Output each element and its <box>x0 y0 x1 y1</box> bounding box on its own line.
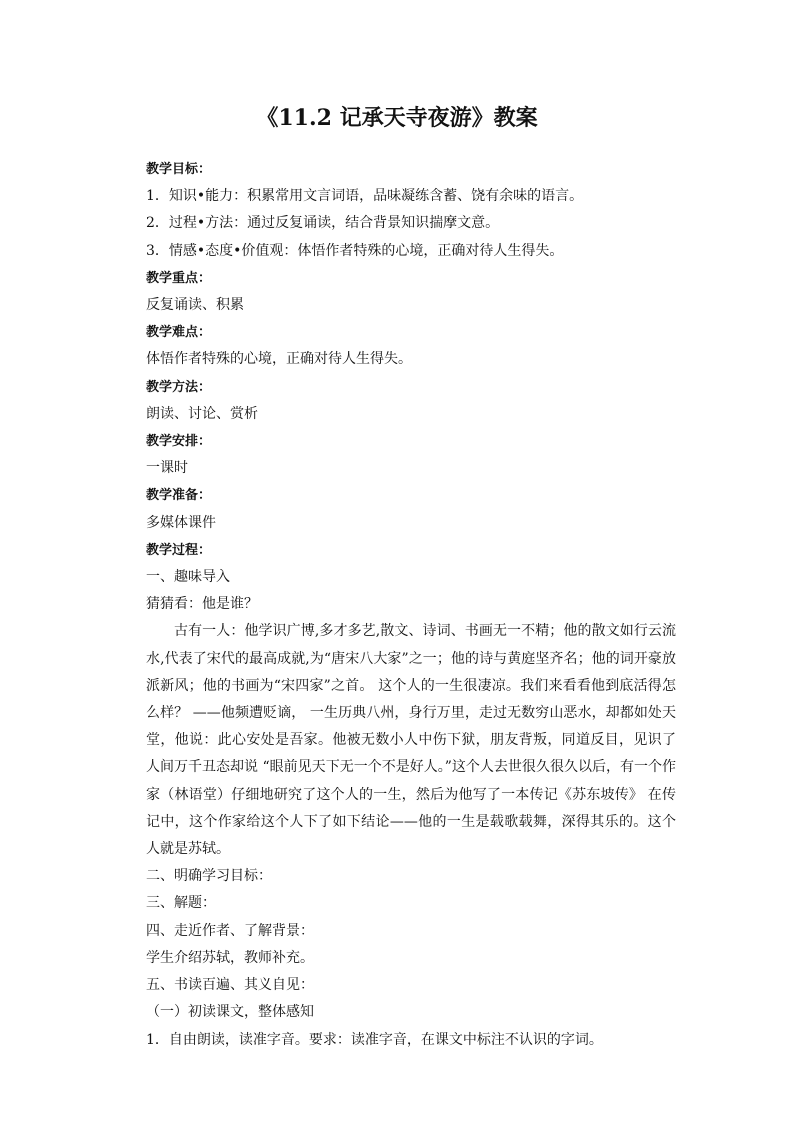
process-step-4: 四、走近作者、了解背景： <box>146 922 314 939</box>
intro-paragraph: 古有一人：他学识广博,多才多艺,散文、诗词、书画无一不精；他的散文如行云流水,代表了宋代的最高成就,为“唐宋八大家”之一；他的诗与黄庭坚齐名；他的词开豪放派新风；他的书画为“宋四家”之首。 这个人的一生很凄凉。我们来看看他到底活得怎么样？ ——他频遭贬谪， 一生历典八州，身行万里，走过无数穷山恶水，却都如处天堂，他说：此心安处是吾家。他被无数小人中伤下狱，朋友背叛，同道反目，见识了人间万千丑态却说 “眼前见天下无一个不是好人。”这个人去世很久很久以后，有一个作家（林语堂）仔细地研究了这个人的一生，然后为他写了一本传记《苏东坡传》 在传记中，这个作家给这个人下了如下结论——他的一生是载歌载舞，深得其乐的。这个人就是苏轼。 <box>146 623 676 858</box>
guess-line: 猜猜看：他是谁？ <box>146 596 258 613</box>
document-title: 《11.2 记承天寺夜游》教案 <box>256 105 538 131</box>
process-sub-1: （一）初读课文，整体感知 <box>146 1004 314 1021</box>
difficult-points-text: 体悟作者特殊的心境，正确对待人生得失。 <box>146 351 412 368</box>
process-step-1: 一、趣味导入 <box>146 569 230 586</box>
preparation-heading: 教学准备： <box>146 488 212 504</box>
preparation-text: 多媒体课件 <box>146 514 216 531</box>
process-sub-1-item-1: 1．自由朗读，读准字音。要求：读准字音，在课文中标注不认识的字词。 <box>146 1031 603 1048</box>
arrangement-heading: 教学安排： <box>146 434 212 450</box>
goal-item-3: 3．情感•态度•价值观：体悟作者特殊的心境，正确对待人生得失。 <box>146 242 564 259</box>
methods-text: 朗读、讨论、赏析 <box>146 405 258 422</box>
difficult-points-heading: 教学难点： <box>146 325 212 341</box>
process-step-4-text: 学生介绍苏轼，教师补充。 <box>146 949 314 966</box>
methods-heading: 教学方法： <box>146 379 212 395</box>
key-points-heading: 教学重点： <box>146 270 212 286</box>
goals-heading: 教学目标： <box>146 162 212 177</box>
goal-item-1: 1．知识•能力：积累常用文言词语，品味凝练含蓄、饶有余味的语言。 <box>146 188 584 205</box>
process-step-5: 五、书读百遍、其义自见： <box>146 977 314 994</box>
process-step-2: 二、明确学习目标： <box>146 868 272 885</box>
goal-item-2: 2．过程•方法：通过反复诵读，结合背景知识揣摩文意。 <box>146 215 500 232</box>
process-step-3: 三、解题： <box>146 895 216 912</box>
document-body <box>146 156 676 1054</box>
arrangement-text: 一课时 <box>146 460 188 477</box>
key-points-text: 反复诵读、积累 <box>146 297 244 314</box>
process-heading: 教学过程： <box>146 542 212 558</box>
